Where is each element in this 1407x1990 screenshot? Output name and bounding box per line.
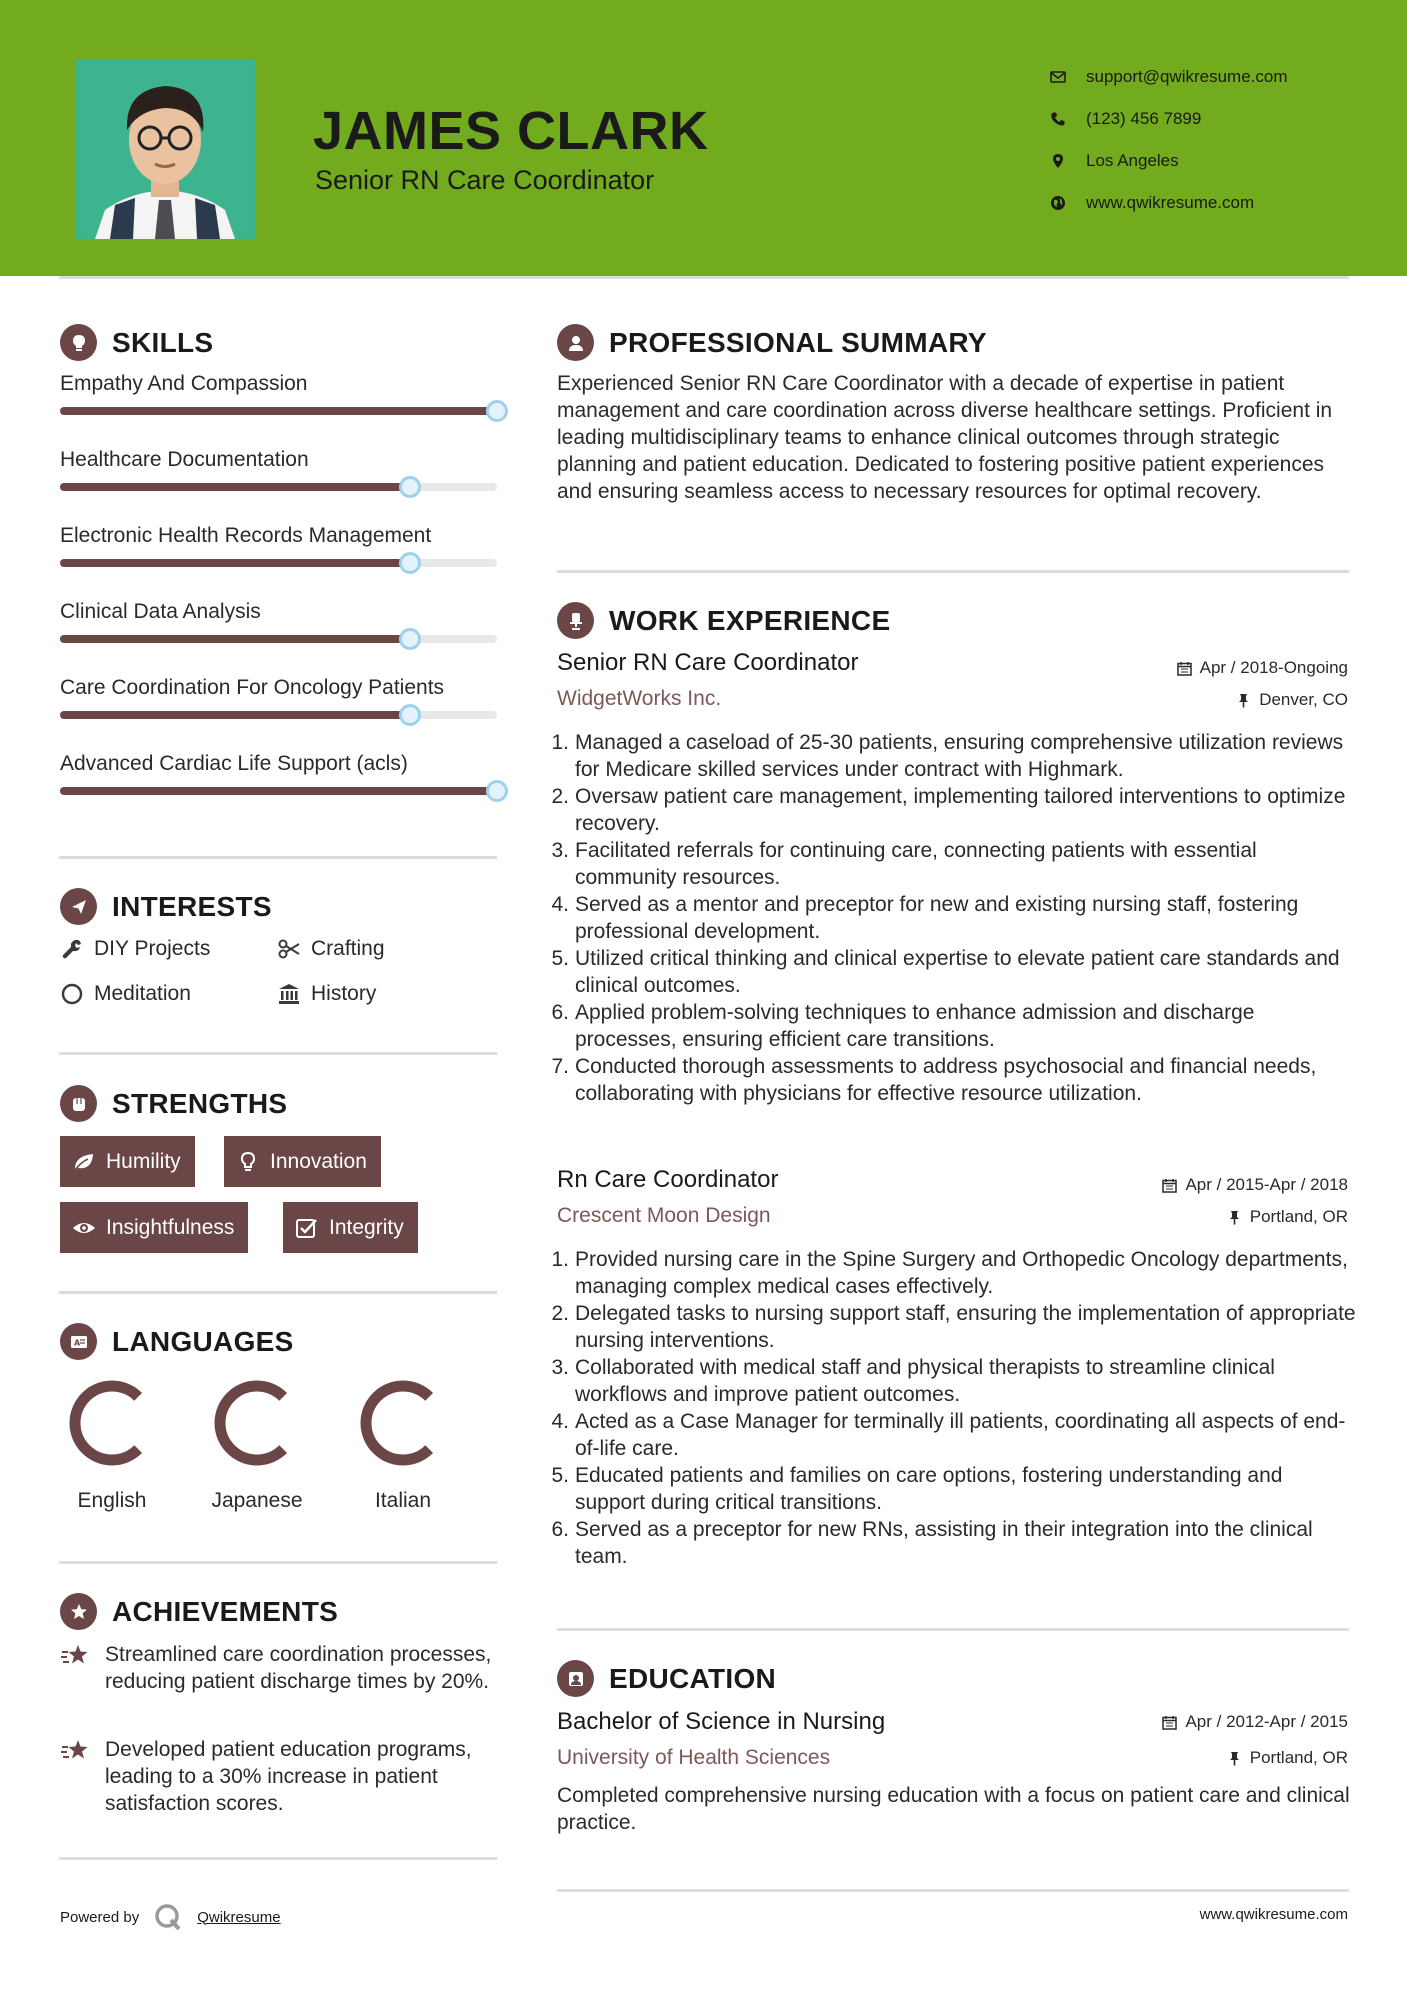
job-company: WidgetWorks Inc.: [557, 687, 722, 710]
skill-bar-fill: [60, 559, 410, 567]
museum-icon: [277, 982, 301, 1006]
fist-icon: [60, 1085, 97, 1122]
profile-photo-illustration: [75, 60, 255, 239]
skill-label: Advanced Cardiac Life Support (acls): [60, 752, 408, 775]
language-item: [52, 1375, 172, 1513]
language-ring-progress: [75, 1386, 138, 1460]
strength-badge: [283, 1202, 418, 1253]
skill-bar-knob: [399, 552, 421, 574]
skill-label: Electronic Health Records Management: [60, 524, 432, 547]
job-bullet-text: Conducted thorough assessments to address psychosocial and financial needs, collaborating with physicians for effective resource utilization.: [575, 1055, 1317, 1105]
contact-email-text[interactable]: support@qwikresume.com: [1086, 67, 1288, 86]
language-item: [343, 1375, 463, 1513]
strength-label: Humility: [106, 1149, 181, 1173]
contact-phone[interactable]: [1050, 98, 1288, 140]
achievement-item: [60, 1641, 500, 1695]
leaf-icon: [72, 1151, 96, 1173]
language-ring: [64, 1375, 160, 1471]
candidate-name: JAMES CLARK: [313, 101, 709, 161]
achievement-text: Streamlined care coordination processes, reducing patient discharge times by 20%.: [105, 1643, 492, 1693]
job-bullet: 4. Acted as a Case Manager for terminally ill patients, coordinating all aspects of end-of-life care.: [557, 1408, 1357, 1462]
star-icon: [60, 1736, 105, 1817]
achievements-heading: [60, 1593, 338, 1630]
job-dates-text: Apr / 2015-Apr / 2018: [1185, 1175, 1348, 1194]
section-divider: [59, 1561, 497, 1564]
section-divider: [557, 1889, 1349, 1892]
section-divider: [557, 570, 1349, 573]
job-location: [1227, 1207, 1348, 1227]
job-location-text: Portland, OR: [1249, 1207, 1348, 1226]
brand-link[interactable]: Qwikresume: [197, 1908, 281, 1926]
job-bullet-text: Provided nursing care in the Spine Surgery and Orthopedic Oncology departments, managing complex medical cases effectively.: [575, 1248, 1348, 1298]
contact-website-text[interactable]: www.qwikresume.com: [1086, 193, 1255, 212]
interests-heading: [60, 888, 272, 925]
star-icon: [60, 1641, 105, 1695]
education-school: University of Health Sciences: [557, 1746, 831, 1769]
language-item: [197, 1375, 317, 1513]
job-bullet: 6. Served as a preceptor for new RNs, assisting in their integration into the clinical team.: [557, 1516, 1357, 1570]
strengths-heading: [60, 1085, 287, 1122]
job-bullet: 2. Delegated tasks to nursing support staff, ensuring the implementation of appropriate nursing interventions.: [551, 1302, 1356, 1352]
achievement-text: Developed patient education programs, leading to a 30% increase in patient satisfaction scores.: [105, 1738, 472, 1815]
job-bullet-text: Managed a caseload of 25-30 patients, ensuring comprehensive utilization reviews for Medicare skilled services under contract with Highmark.: [575, 731, 1344, 781]
job-location-text: Denver, CO: [1259, 690, 1348, 709]
calendar-icon: [1177, 661, 1192, 676]
strength-badge: [60, 1136, 195, 1187]
skill-item: [60, 600, 510, 624]
section-divider: [59, 856, 497, 859]
job-bullet: 6. Applied problem-solving techniques to enhance admission and discharge processes, ensuring efficient care transitions.: [557, 999, 1357, 1053]
skill-bar-track: [60, 711, 497, 719]
skill-bar-knob: [399, 704, 421, 726]
calendar-icon: [1162, 1715, 1177, 1730]
interest-item: [277, 982, 376, 1006]
languages-title: LANGUAGES: [112, 1325, 294, 1357]
job-bullet-text: Facilitated referrals for continuing care, connecting patients with essential community resources.: [575, 839, 1257, 889]
skill-bar-knob: [486, 400, 508, 422]
skill-item: [60, 448, 510, 472]
skill-label: Empathy And Compassion: [60, 372, 308, 395]
lightbulb-icon: [236, 1151, 260, 1173]
job-bullet-text: Served as a preceptor for new RNs, assisting in their integration into the clinical team.: [575, 1518, 1313, 1568]
language-label: English: [77, 1489, 147, 1512]
job-dates: [1162, 1175, 1348, 1195]
skill-item: [60, 752, 510, 776]
education-location: [1227, 1748, 1348, 1768]
job-bullet-text: Educated patients and families on care options, fostering understanding and support during critical transitions.: [575, 1464, 1283, 1514]
skills-title: SKILLS: [112, 326, 214, 358]
circle-icon: [60, 982, 84, 1006]
job-bullet-list: [551, 1246, 1357, 1570]
phone-icon: [1050, 111, 1086, 127]
education-heading: [557, 1660, 776, 1697]
job-company: Crescent Moon Design: [557, 1204, 771, 1227]
skill-label: Clinical Data Analysis: [60, 600, 261, 623]
contact-website[interactable]: [1050, 182, 1288, 224]
job-bullet-text: Served as a mentor and preceptor for new and existing nursing staff, fostering professional development.: [575, 893, 1299, 943]
strength-badge: [60, 1202, 248, 1253]
skill-label: Healthcare Documentation: [60, 448, 309, 471]
job-title: Senior RN Care Coordinator: [557, 649, 859, 676]
language-ring: [355, 1375, 451, 1471]
interests-title: INTERESTS: [112, 890, 272, 922]
job-bullet: 7. Conducted thorough assessments to address psychosocial and financial needs, collaborating with physicians for effective resource utilization.: [557, 1053, 1357, 1107]
contact-location-text: Los Angeles: [1086, 151, 1179, 170]
language-ring-progress: [220, 1386, 283, 1460]
checkbox-icon: [295, 1217, 319, 1239]
summary-heading: [557, 324, 987, 361]
candidate-title: Senior RN Care Coordinator: [315, 165, 655, 195]
eye-icon: [72, 1217, 96, 1239]
paper-plane-icon: [60, 888, 97, 925]
strengths-title: STRENGTHS: [112, 1087, 288, 1119]
skill-label: Care Coordination For Oncology Patients: [60, 676, 445, 699]
skill-bar-fill: [60, 635, 410, 643]
strength-badge: [224, 1136, 381, 1187]
map-pin-icon: [1050, 153, 1086, 169]
education-description: Completed comprehensive nursing education with a focus on patient care and clinical practice.: [557, 1784, 1350, 1834]
strength-label: Integrity: [329, 1215, 404, 1239]
interest-label: Meditation: [94, 982, 191, 1005]
powered-by-text: Powered by: [60, 1908, 140, 1926]
job-bullet-text: Acted as a Case Manager for terminally ill patients, coordinating all aspects of end-of-life care.: [575, 1410, 1346, 1460]
education-location-text: Portland, OR: [1249, 1748, 1348, 1767]
job-bullet: 4. Served as a mentor and preceptor for new and existing nursing staff, fostering professional development.: [557, 891, 1357, 945]
interest-item: [277, 937, 385, 961]
work-heading: [557, 602, 890, 639]
svg-text:A: A: [73, 1338, 80, 1347]
envelope-icon: [1050, 69, 1086, 85]
user-icon: [557, 324, 594, 361]
section-divider: [59, 1291, 497, 1294]
job-bullet-list: [551, 729, 1357, 1107]
qwikresume-logo-icon: [153, 1902, 183, 1932]
language-label: Italian: [374, 1489, 432, 1512]
language-ring: [209, 1375, 305, 1471]
skill-bar-track: [60, 483, 497, 491]
contact-location: [1050, 140, 1288, 182]
education-title: EDUCATION: [609, 1662, 777, 1694]
skills-heading: [60, 324, 213, 361]
contact-list: [1050, 56, 1288, 224]
profile-photo: [75, 60, 255, 239]
job-bullet: 3. Facilitated referrals for continuing care, connecting patients with essential community resources.: [557, 837, 1357, 891]
skill-bar-knob: [486, 780, 508, 802]
language-label: Japanese: [211, 1489, 303, 1512]
office-chair-icon: [557, 602, 594, 639]
education-dates-text: Apr / 2012-Apr / 2015: [1185, 1712, 1348, 1731]
footer-url[interactable]: www.qwikresume.com: [1199, 1906, 1348, 1923]
contact-phone-text[interactable]: (123) 456 7899: [1086, 109, 1202, 128]
job-bullet: 3. Collaborated with medical staff and physical therapists to streamline clinical workflows and improve patient outcomes.: [557, 1354, 1357, 1408]
strength-label: Innovation: [270, 1149, 367, 1173]
wrench-icon: [60, 937, 84, 961]
skill-item: [60, 372, 510, 396]
skill-bar-knob: [399, 476, 421, 498]
job-location: [1236, 690, 1348, 710]
education-degree: Bachelor of Science in Nursing: [557, 1708, 886, 1735]
strength-label: Insightfulness: [106, 1215, 235, 1239]
skill-item: [60, 676, 510, 700]
job-dates: [1177, 658, 1348, 678]
skill-item: [60, 524, 510, 548]
globe-icon: [1050, 195, 1086, 211]
skill-bar-track: [60, 559, 497, 567]
header-divider: [59, 276, 1349, 279]
job-bullet-text: Oversaw patient care management, implementing tailored interventions to optimize recovery.: [575, 785, 1346, 835]
pushpin-icon: [1236, 693, 1251, 708]
section-divider: [59, 1857, 497, 1860]
section-divider: [59, 1052, 497, 1055]
achievement-item: [60, 1736, 500, 1817]
job-bullet: 5. Utilized critical thinking and clinical expertise to elevate patient care standards and clinical outcomes.: [557, 945, 1357, 999]
contact-email[interactable]: [1050, 56, 1288, 98]
language-ring-progress: [366, 1386, 429, 1460]
interest-label: DIY Projects: [94, 937, 211, 960]
job-title: Rn Care Coordinator: [557, 1166, 779, 1193]
interest-label: History: [311, 982, 377, 1005]
summary-title: PROFESSIONAL SUMMARY: [609, 326, 987, 358]
languages-heading: [60, 1323, 294, 1360]
job-bullet-text: Delegated tasks to nursing support staff, ensuring the implementation of appropriate nursing interventions.: [575, 1302, 1356, 1352]
star-badge-icon: [60, 1593, 97, 1630]
skill-bar-track: [60, 635, 497, 643]
pushpin-icon: [1227, 1210, 1242, 1225]
job-bullet-text: Collaborated with medical staff and physical therapists to streamline clinical workflows and improve patient outcomes.: [575, 1356, 1275, 1406]
summary-text: Experienced Senior RN Care Coordinator with a decade of expertise in patient management and care coordination across diverse healthcare settings. Proficient in leading multidisciplinary teams to enhance clinical outcomes through strategic planning and patient education. Dedicated to fostering positive patient experiences and ensuring seamless access to necessary resources for optimal recovery.: [557, 372, 1333, 503]
achievements-title: ACHIEVEMENTS: [112, 1595, 339, 1627]
skill-bar-fill: [60, 711, 410, 719]
interest-item: [60, 982, 191, 1006]
language-card-icon: [60, 1323, 97, 1360]
interest-item: [60, 937, 210, 961]
job-bullet: 5. Educated patients and families on care options, fostering understanding and support during critical transitions.: [557, 1462, 1357, 1516]
skill-bar-knob: [399, 628, 421, 650]
calendar-icon: [1162, 1178, 1177, 1193]
header-banner: [0, 0, 1407, 276]
pushpin-icon: [1227, 1751, 1242, 1766]
skill-bar-track: [60, 787, 497, 795]
scissors-icon: [277, 937, 301, 961]
section-divider: [557, 1628, 1349, 1631]
skill-bar-fill: [60, 787, 497, 795]
interest-label: Crafting: [311, 937, 385, 960]
work-title: WORK EXPERIENCE: [609, 604, 891, 636]
graduate-icon: [557, 1660, 594, 1697]
lightbulb-icon: [60, 324, 97, 361]
job-bullet: 1. Provided nursing care in the Spine Surgery and Orthopedic Oncology departments, managing complex medical cases effectively.: [557, 1246, 1357, 1300]
job-bullet: 2. Oversaw patient care management, implementing tailored interventions to optimize recovery.: [557, 783, 1357, 837]
job-bullet-text: Utilized critical thinking and clinical expertise to elevate patient care standards and clinical outcomes.: [575, 947, 1340, 997]
education-dates: [1162, 1712, 1348, 1732]
skill-bar-track: [60, 407, 497, 415]
footer-powered-by: [60, 1902, 281, 1932]
skill-bar-fill: [60, 407, 497, 415]
job-dates-text: Apr / 2018-Ongoing: [1199, 658, 1348, 677]
job-bullet: 1. Managed a caseload of 25-30 patients, ensuring comprehensive utilization reviews for Medicare skilled services under contract with Highmark.: [557, 729, 1357, 783]
skill-bar-fill: [60, 483, 410, 491]
job-bullet-text: Applied problem-solving techniques to enhance admission and discharge processes, ensuring efficient care transitions.: [575, 1001, 1255, 1051]
